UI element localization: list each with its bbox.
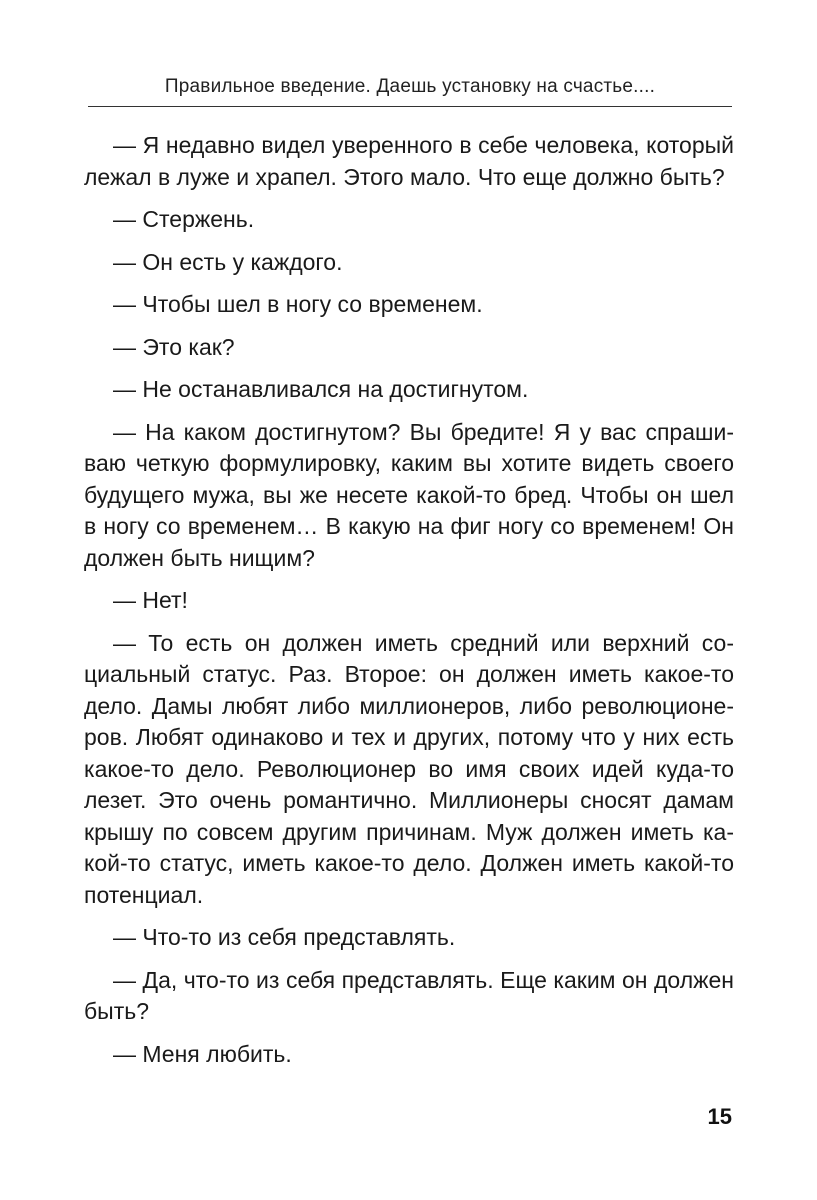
paragraph: — Да, что-то из себя представлять. Еще каким он должен быть? [84,966,734,1024]
paragraph: — Меня любить. [113,1040,292,1067]
paragraph: — Он есть у каждого. [113,248,343,275]
paragraph: — Нет! [113,587,188,613]
paragraph: — Я недавно видел уверенного в себе человека, который лежал в луже и храпел. Этого мало. Что еще должно быть? [84,132,734,190]
paragraph: — Что-то из себя представлять. [113,924,456,950]
running-head: Правильное введение. Даешь установку на счастье.... [164,76,656,97]
paragraph: — Чтобы шел в ногу со временем. [113,291,483,317]
paragraph: — На каком достигнутом? Вы бредите! Я у вас спрашиваю четкую формулировку, каким вы хотите видеть своего будущего мужа, вы же несете какой-то бред. Чтобы он шел в ногу со временем… В какую на фиг ногу со временем! Он должен быть нищим? [84,418,734,571]
paragraph: — Стержень. [113,206,255,232]
paragraph: — То есть он должен иметь средний или верхний социальный статус. Раз. Второе: он должен иметь какое-то дело. Дамы любят либо миллионеров, либо революционеров. Любят одинаково и тех и других, потому что у них есть какое-то дело. Революционер во имя своих идей куда-то лезет. Это очень романтично. Миллионеры сносят дамам крышу по совсем другим причинам. Муж должен иметь какой-то статус, иметь какое-то дело. Должен иметь какой-то потенциал. [84,629,734,908]
body-text [84,130,734,1081]
paragraph: — Не останавливался на достигнутом. [113,376,529,402]
paragraph: — Это как? [113,333,235,360]
header-rule [88,106,732,107]
page-number: 15 [707,1104,732,1129]
